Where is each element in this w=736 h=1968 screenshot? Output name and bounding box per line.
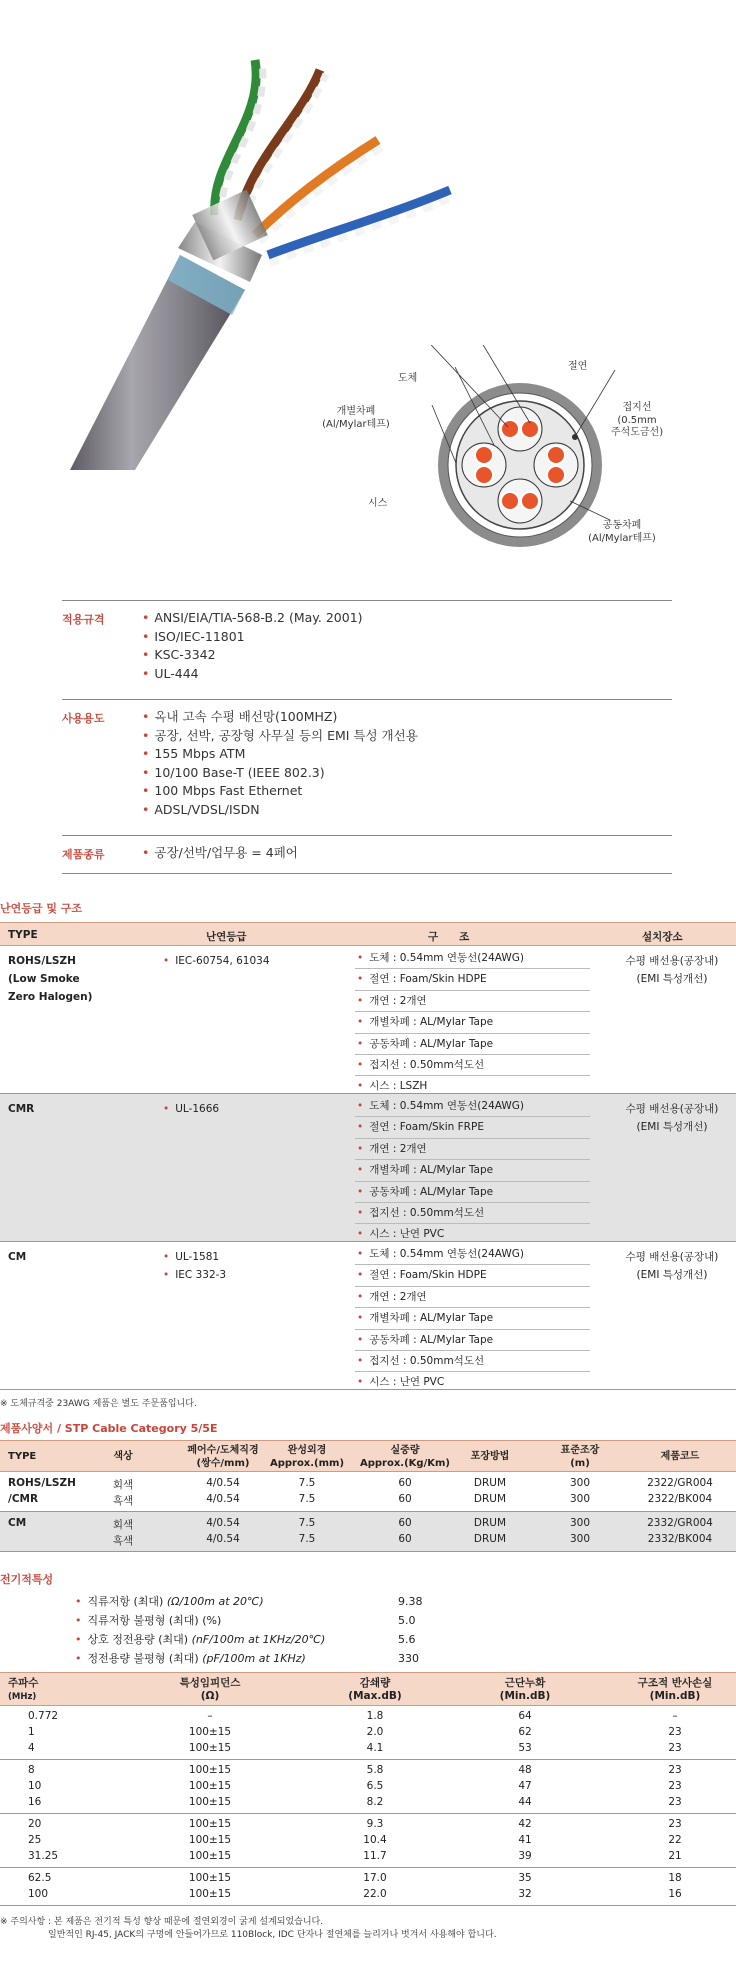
th-frequency: 주파수 (MHz) bbox=[8, 1677, 39, 1702]
table-cell: 17.0 bbox=[363, 1872, 387, 1884]
table-cell: 22.0 bbox=[363, 1888, 387, 1900]
spec-standards bbox=[62, 600, 672, 693]
spec-label: 제품종류 bbox=[62, 848, 105, 861]
table-cell: 23 bbox=[668, 1764, 682, 1776]
grade-structure: • 도체 : 0.54mm 연동선(24AWG) • 절연 : Foam/Skin FRPE • 개연 : 2개연 • 개별차폐 : AL/Mylar Tape • 공동차폐 : AL/Mylar Tape • 접지선 : 0.50mm석도선 • 시스 : 난연 PVC bbox=[355, 1096, 590, 1246]
electrical-item: • 상호 정전용량 (최대) (nF/100m at 1KHz/20℃) 5.6 bbox=[75, 1630, 475, 1649]
table-cell: 47 bbox=[518, 1780, 532, 1792]
table-row bbox=[0, 1848, 736, 1864]
spec-item: • ISO/IEC-11801 bbox=[142, 628, 363, 647]
table-cell: 42 bbox=[518, 1818, 532, 1830]
th-length: 표준조장 (m) bbox=[560, 1445, 600, 1469]
spec-list bbox=[62, 600, 672, 874]
table-cell: 53 bbox=[518, 1742, 532, 1754]
spec-item: • UL-444 bbox=[142, 665, 363, 684]
table-cell: 100±15 bbox=[188, 1796, 232, 1808]
electrical-item: • 정전용량 불평형 (최대) (pF/100m at 1KHz) 330 bbox=[75, 1649, 475, 1668]
table-row: ROHS/LSZH 회색 4/0.54 7.5 60 DRUM 300 2322/GR004 bbox=[8, 1477, 713, 1491]
th-code: 제품코드 bbox=[660, 1451, 700, 1462]
grade-place: 수평 배선용(공장내) (EMI 특성개선) bbox=[625, 955, 719, 985]
table-cell: 18 bbox=[668, 1872, 682, 1884]
table-cell: 44 bbox=[518, 1796, 532, 1808]
spec-item: • 10/100 Base-T (IEEE 802.3) bbox=[142, 764, 418, 783]
table-cell: 100±15 bbox=[188, 1742, 232, 1754]
table-cell: 1 bbox=[28, 1726, 35, 1738]
electrical-title: 전기적특성 bbox=[0, 1573, 54, 1586]
table-cell: 4 bbox=[28, 1742, 35, 1754]
col-place: 설치장소 bbox=[642, 931, 683, 943]
table-cell: 6.5 bbox=[366, 1780, 384, 1792]
label-sheath: 시스 bbox=[368, 498, 388, 509]
col-structure: 구 조 bbox=[428, 931, 470, 943]
spec-item: • ANSI/EIA/TIA-568-B.2 (May. 2001) bbox=[142, 609, 363, 628]
table-cell: 100±15 bbox=[188, 1872, 232, 1884]
table-cell: 35 bbox=[518, 1872, 532, 1884]
col-grade: 난연등급 bbox=[206, 931, 247, 943]
table-cell: 16 bbox=[668, 1888, 682, 1900]
product-hero bbox=[0, 0, 736, 575]
table-cell: 64 bbox=[518, 1710, 532, 1722]
grade-type: CMR bbox=[8, 1103, 35, 1115]
grade-structure: • 도체 : 0.54mm 연동선(24AWG) • 절연 : Foam/Skin HDPE • 개연 : 2개연 • 개별차폐 : AL/Mylar Tape • 공동차폐 : AL/Mylar Tape • 접지선 : 0.50mm석도선 • 시스 : 난연 PVC bbox=[355, 1244, 590, 1394]
table-cell: 9.3 bbox=[366, 1818, 384, 1830]
table-row bbox=[0, 1724, 736, 1740]
grade-place: 수평 배선용(공장내) (EMI 특성개선) bbox=[625, 1251, 719, 1281]
spec-item: • 155 Mbps ATM bbox=[142, 745, 418, 764]
th-diameter: 완성외경 Approx.(mm) bbox=[269, 1445, 345, 1469]
th-impedance: 특성임피던스 (Ω) bbox=[179, 1677, 241, 1702]
table-cell: 23 bbox=[668, 1780, 682, 1792]
label-pair-shield: 개별차폐 (Al/Mylar테프) bbox=[322, 406, 390, 430]
label-conductor: 도체 bbox=[398, 373, 418, 384]
electrical-list bbox=[75, 1592, 475, 1668]
label-drain-wire: 접지선 (0.5mm 주석도금선) bbox=[610, 402, 664, 438]
frequency-table-body bbox=[0, 1706, 736, 1906]
table-cell: 21 bbox=[668, 1850, 682, 1862]
spec-table bbox=[0, 1440, 736, 1552]
spec-item: • 옥내 고속 수평 배선망(100MHZ) bbox=[142, 708, 418, 727]
spec-table-header bbox=[0, 1440, 736, 1472]
table-cell: – bbox=[672, 1710, 678, 1722]
table-cell: 20 bbox=[28, 1818, 42, 1830]
grade-table-title: 난연등급 및 구조 bbox=[0, 902, 83, 915]
table-cell: 100±15 bbox=[188, 1888, 232, 1900]
table-cell: 0.772 bbox=[28, 1710, 59, 1722]
spec-label: 적용규격 bbox=[62, 613, 105, 626]
footnote: ※ 주의사항 : 본 제품은 전기적 특성 향상 때문에 절연외경이 굵게 설계되었습니다. 일반적인 RJ-45, JACK의 구멍에 안들어가므로 110Block, IDC 단자나 절연체를 늘리거나 벗겨서 사용해야 합니다. bbox=[0, 1917, 497, 1940]
table-cell: 100±15 bbox=[188, 1818, 232, 1830]
table-cell: 25 bbox=[28, 1834, 42, 1846]
table-row bbox=[0, 1816, 736, 1832]
table-cell: 23 bbox=[668, 1818, 682, 1830]
grade-row-rohs bbox=[0, 946, 736, 1094]
table-cell: 100±15 bbox=[188, 1834, 232, 1846]
col-type: TYPE bbox=[8, 929, 38, 941]
th-next: 근단누화 (Min.dB) bbox=[499, 1677, 551, 1702]
grade-table-note: ※ 도체규격중 23AWG 제품은 별도 주문품입니다. bbox=[0, 1399, 197, 1409]
table-cell: 10.4 bbox=[363, 1834, 387, 1846]
th-return-loss: 구조적 반사손실 (Min.dB) bbox=[637, 1677, 713, 1702]
table-cell: 100±15 bbox=[188, 1764, 232, 1776]
table-cell: 11.7 bbox=[363, 1850, 387, 1862]
table-cell: 62 bbox=[518, 1726, 532, 1738]
table-row bbox=[0, 1886, 736, 1902]
table-cell: 100±15 bbox=[188, 1850, 232, 1862]
grade-standards: • UL-1581 • IEC 332-3 bbox=[163, 1248, 226, 1284]
table-cell: 8 bbox=[28, 1764, 35, 1776]
spec-item: • KSC-3342 bbox=[142, 646, 363, 665]
spec-table-title: 제품사양서 / STP Cable Category 5/5E bbox=[0, 1422, 218, 1435]
grade-type: CM bbox=[8, 1251, 27, 1263]
frequency-block bbox=[0, 1706, 736, 1760]
grade-place: 수평 배선용(공장내) (EMI 특성개선) bbox=[625, 1103, 719, 1133]
spec-usage bbox=[62, 699, 672, 829]
grade-standards: • IEC-60754, 61034 bbox=[163, 952, 270, 970]
table-cell: 5.8 bbox=[366, 1764, 384, 1776]
electrical-item: • 직류저항 (최대) (Ω/100m at 20℃) 9.38 bbox=[75, 1592, 475, 1611]
table-cell: 39 bbox=[518, 1850, 532, 1862]
spec-block bbox=[0, 1512, 736, 1552]
table-cell: 2.0 bbox=[366, 1726, 384, 1738]
table-cell: 23 bbox=[668, 1726, 682, 1738]
table-cell: 100 bbox=[28, 1888, 49, 1900]
table-cell: 100±15 bbox=[188, 1780, 232, 1792]
table-row: CM 회색 4/0.54 7.5 60 DRUM 300 2332/GR004 bbox=[8, 1517, 713, 1531]
grade-row-cm bbox=[0, 1242, 736, 1390]
table-row bbox=[0, 1870, 736, 1886]
spec-item: • ADSL/VDSL/ISDN bbox=[142, 801, 418, 820]
table-cell: 23 bbox=[668, 1796, 682, 1808]
frequency-table-header bbox=[0, 1672, 736, 1706]
th-weight: 실중량 Approx.(Kg/Km) bbox=[360, 1445, 450, 1469]
spec-item: • 100 Mbps Fast Ethernet bbox=[142, 782, 418, 801]
table-cell: 23 bbox=[668, 1742, 682, 1754]
table-cell: 62.5 bbox=[28, 1872, 52, 1884]
table-cell: 22 bbox=[668, 1834, 682, 1846]
frequency-block bbox=[0, 1760, 736, 1814]
spec-product-type bbox=[62, 835, 672, 874]
table-row bbox=[0, 1794, 736, 1810]
grade-structure: • 도체 : 0.54mm 연동선(24AWG) • 절연 : Foam/Skin HDPE • 개연 : 2개연 • 개별차폐 : AL/Mylar Tape • 공동차폐 : AL/Mylar Tape • 접지선 : 0.50mm석도선 • 시스 : LSZH bbox=[355, 948, 590, 1098]
spec-block bbox=[0, 1472, 736, 1512]
grade-type: ROHS/LSZH (Low Smoke Zero Halogen) bbox=[8, 955, 93, 1003]
th-color: 색상 bbox=[113, 1451, 133, 1462]
table-cell: 31.25 bbox=[28, 1850, 59, 1862]
table-cell: 4.1 bbox=[366, 1742, 384, 1754]
frequency-block bbox=[0, 1814, 736, 1868]
th-pairs: 페어수/도체직경 (쌍수/mm) bbox=[187, 1445, 259, 1469]
table-cell: 41 bbox=[518, 1834, 532, 1846]
table-row bbox=[0, 1778, 736, 1794]
electrical-item: • 직류저항 불평형 (최대) (%) 5.0 bbox=[75, 1611, 475, 1630]
spec-item: • 공장, 선박, 공장형 사무실 등의 EMI 특성 개선용 bbox=[142, 727, 418, 746]
table-cell: 10 bbox=[28, 1780, 42, 1792]
frequency-table bbox=[0, 1672, 736, 1906]
label-insulation: 절연 bbox=[568, 361, 588, 372]
table-row bbox=[0, 1832, 736, 1848]
table-row bbox=[0, 1740, 736, 1756]
table-cell: 1.8 bbox=[366, 1710, 384, 1722]
grade-standards: • UL-1666 bbox=[163, 1100, 219, 1118]
th-attenuation: 감쇄량 (Max.dB) bbox=[348, 1677, 402, 1702]
table-cell: 100±15 bbox=[188, 1726, 232, 1738]
table-cell: – bbox=[207, 1710, 213, 1722]
spec-label: 사용용도 bbox=[62, 712, 105, 725]
th-packing: 포장방법 bbox=[470, 1451, 510, 1462]
frequency-block bbox=[0, 1868, 736, 1906]
th-type: TYPE bbox=[8, 1451, 37, 1462]
table-row bbox=[0, 1708, 736, 1724]
table-row bbox=[0, 1762, 736, 1778]
table-cell: 8.2 bbox=[366, 1796, 384, 1808]
grade-table-header bbox=[0, 922, 736, 946]
table-row: 흑색 4/0.54 7.5 60 DRUM 300 2332/BK004 bbox=[112, 1533, 713, 1547]
spec-item: • 공장/선박/업무용 = 4페어 bbox=[142, 844, 298, 863]
table-row: /CMR 흑색 4/0.54 7.5 60 DRUM 300 2322/BK004 bbox=[8, 1493, 713, 1507]
table-cell: 48 bbox=[518, 1764, 532, 1776]
table-cell: 32 bbox=[518, 1888, 532, 1900]
label-overall-shield: 공동차폐 (Al/Mylar테프) bbox=[588, 520, 656, 544]
table-cell: 16 bbox=[28, 1796, 42, 1808]
grade-row-cmr bbox=[0, 1094, 736, 1242]
